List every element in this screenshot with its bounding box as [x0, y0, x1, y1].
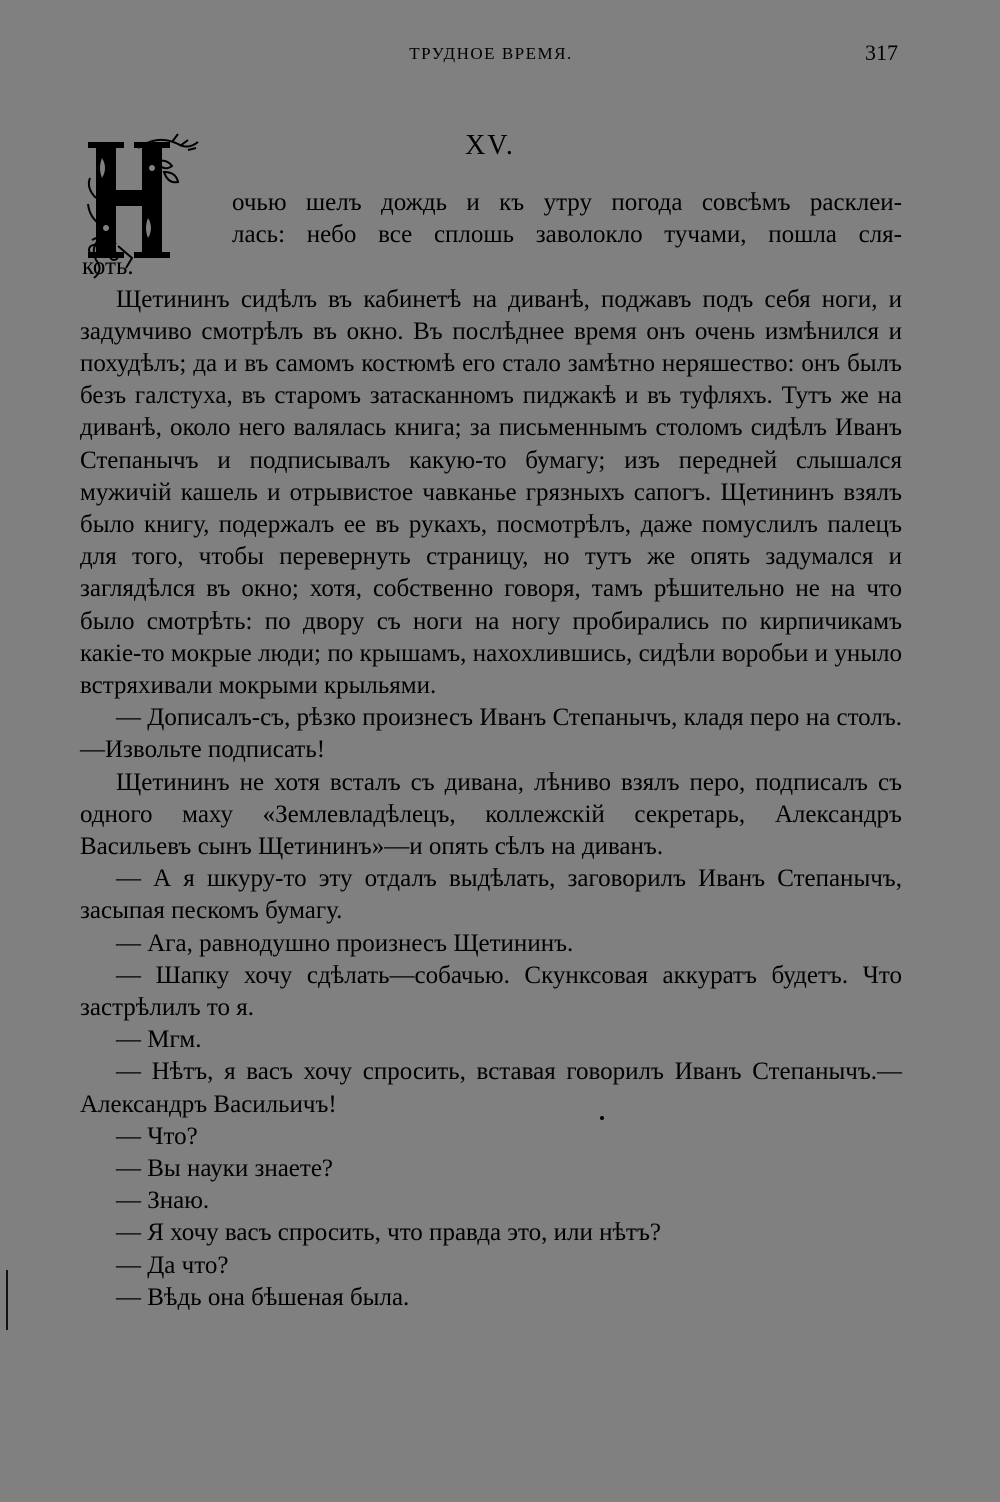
dialogue-line: — Вы науки знаете? — [116, 1155, 334, 1183]
opening-line-1: очью шелъ дождь и къ утру погода совсѣмъ расклеи- — [232, 189, 902, 216]
dialogue-line: — Нѣтъ, я васъ хочу спросить, вставая говорилъ Иванъ Степанычъ.—Александръ Васильичъ! — [80, 1058, 902, 1118]
scan-speck — [600, 1116, 604, 1120]
running-title: ТРУДНОЕ ВРЕМЯ. — [409, 44, 573, 63]
dialogue-line: — Шапку хочу сдѣлать—собачью. Скунксовая аккуратъ будетъ. Что застрѣлилъ то я. — [80, 961, 902, 1022]
dialogue-line: — Что? — [116, 1122, 198, 1150]
dialogue-line: — Мгм. — [116, 1026, 202, 1054]
paragraph: Щетининъ сидѣлъ въ кабинетѣ на диванѣ, поджавъ подъ себя ноги, и задумчиво смотрѣлъ въ окно. Въ послѣднее время онъ очень измѣнился и похудѣлъ; да и въ самомъ костюмѣ его стало замѣтно неряшество: онъ былъ безъ галстуха, въ старомъ затасканномъ пиджакѣ и въ туфляхъ. Тутъ же на диванѣ, около него валялась книга; за письменнымъ столомъ сидѣлъ Иванъ Степанычъ и подписывалъ какую-то бумагу; изъ передней слышался мужичій кашель и отрывистое чавканье грязныхъ сапогъ. Щетининъ взялъ было книгу, подержалъ ее въ рукахъ, посмотрѣлъ, даже помуслилъ палецъ для того, чтобы перевернуть страницу, но тутъ же опять задумался и заглядѣлся въ окно; хотя, собственно говоря, тамъ рѣшительно не на что было смотрѣть: по двору съ ноги на ногу пробирались по кирпичикамъ какіе-то мокрые люди; по крышамъ, нахохлившись, сидѣли воробьи и уныло встряхивали мокрыми крыльями. — [80, 285, 902, 699]
dialogue-line: — Да что? — [116, 1251, 229, 1279]
dialogue-line: — Ага, равнодушно произнесъ Щетининъ. — [116, 929, 574, 957]
dialogue-line: — Вѣдь она бѣшеная была. — [116, 1283, 410, 1311]
chapter-number: XV. — [465, 130, 515, 161]
opening-line-2: лась: небо все сплошь заволокло тучами, пошла сля- — [232, 221, 902, 249]
dialogue-line: — А я шкуру-то эту отдалъ выдѣлать, заговорилъ Иванъ Степанычъ, засыпая пескомъ бумагу. — [80, 865, 902, 925]
dialogue-line: — Я хочу васъ спросить, что правда это, или нѣтъ? — [116, 1219, 661, 1247]
dialogue-line: — Знаю. — [116, 1187, 210, 1215]
running-header — [0, 40, 1000, 74]
scan-margin-mark — [6, 1270, 8, 1330]
dialogue-line: — Дописалъ-съ, рѣзко произнесъ Иванъ Степанычъ, кладя перо на столъ.—Извольте подписать! — [80, 704, 902, 764]
opening-line-3: коть. — [82, 253, 134, 281]
opening-paragraph — [80, 187, 902, 284]
page-number: 317 — [865, 40, 898, 65]
paragraph: Щетининъ не хотя всталъ съ дивана, лѣниво взялъ перо, подписалъ съ одного маху «Землевладѣлецъ, коллежскій секретарь, Александръ Васильевъ сынъ Щетининъ»—и опять сѣлъ на диванъ. — [80, 768, 902, 861]
body-text — [80, 187, 902, 1314]
